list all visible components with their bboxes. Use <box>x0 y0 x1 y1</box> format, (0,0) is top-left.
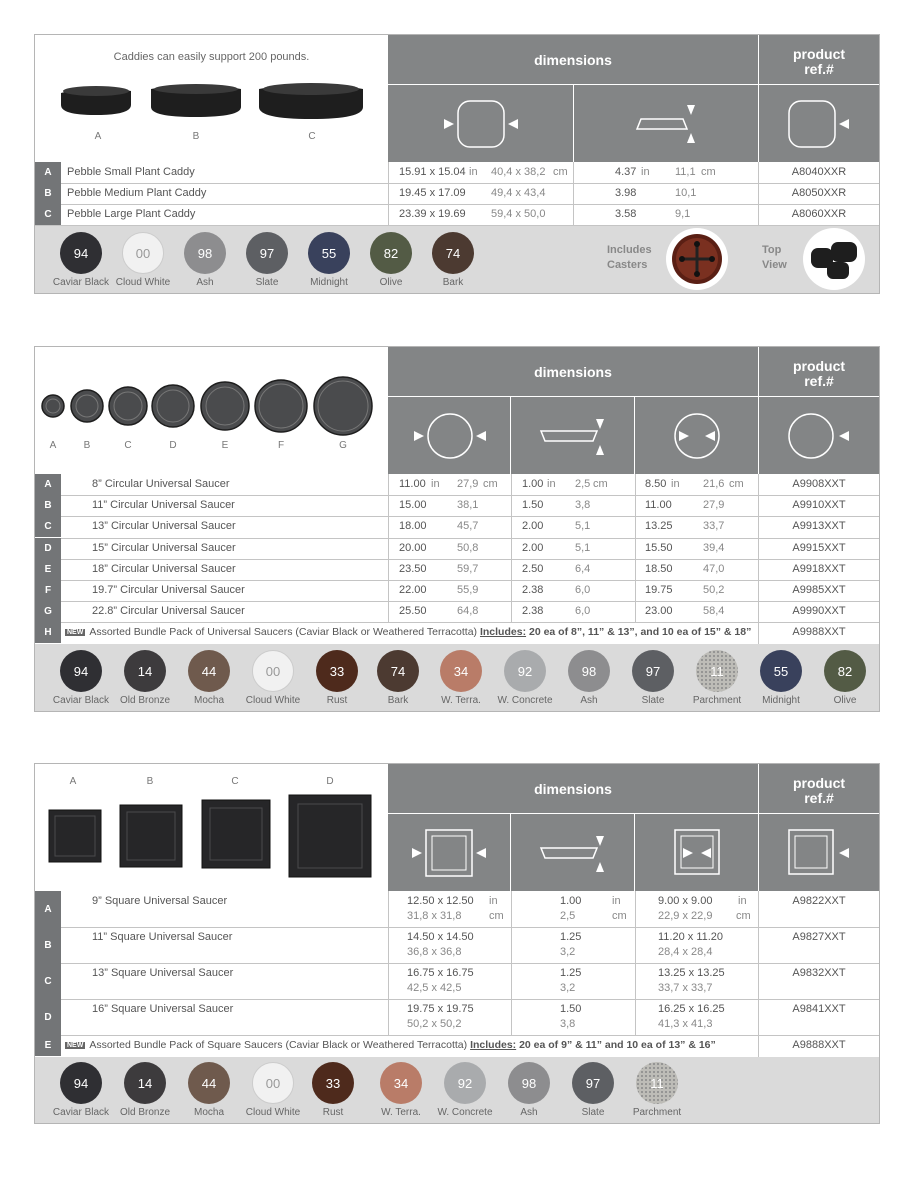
product-name: 11” Square Universal Saucer <box>92 931 233 943</box>
col-divider <box>511 474 512 622</box>
dia-cm: 45,7 <box>457 520 479 532</box>
includes-label: Includes: <box>479 626 527 638</box>
swatch-name: W. Terra. <box>381 1107 421 1118</box>
swatch-name: Ash <box>580 695 598 706</box>
row-divider <box>35 927 879 928</box>
product-name: 22.8” Circular Universal Saucer <box>92 605 245 617</box>
col-divider <box>388 162 389 225</box>
square-width-icon <box>388 814 510 892</box>
circular-color-strip <box>35 644 879 711</box>
inner-cm: 50,2 <box>703 584 725 596</box>
square-image-label-d: D <box>326 776 334 787</box>
swatch-name: Bark <box>387 695 409 706</box>
row-letter: A <box>35 162 61 183</box>
row-letter: D <box>35 538 61 559</box>
caddy-spec-table <box>34 34 880 294</box>
swatch-name: Ash <box>520 1107 538 1118</box>
casters-image-circle <box>666 228 728 290</box>
product-name: Pebble Medium Plant Caddy <box>67 187 207 199</box>
square-image-panel <box>35 764 388 891</box>
product-ref-title: product ref.# <box>792 775 846 806</box>
unit-cm: cm <box>483 478 498 490</box>
includes-text: 20 ea of 8”, 11” & 13”, and 10 ea of 15” & 18” <box>528 626 752 638</box>
product-ref: A9888XXT <box>792 1039 846 1051</box>
row-letter: A <box>35 891 61 927</box>
swatch-94: 94 <box>60 650 102 692</box>
dia-cm: 59,7 <box>457 563 479 575</box>
product-ref: A9990XXT <box>792 605 846 617</box>
size-in: 15.91 x 15.04 <box>399 166 466 178</box>
swatch-11: 11 <box>636 1062 678 1104</box>
dimensions-title: dimensions <box>534 364 612 380</box>
swatch-name: W. Terra. <box>441 695 481 706</box>
top-view-label: Top View <box>762 244 787 271</box>
unit-in: in <box>738 895 747 907</box>
product-name: 15” Circular Universal Saucer <box>92 542 236 554</box>
col-divider <box>388 474 389 622</box>
caddy-image-label-a: A <box>94 131 102 142</box>
inner-in: 13.25 <box>645 520 673 532</box>
product-name: 11” Circular Universal Saucer <box>92 499 235 511</box>
swatch-name: Midnight <box>310 277 348 288</box>
unit-in: in <box>612 895 621 907</box>
unit-cm: cm <box>701 166 716 178</box>
inner-in: 23.00 <box>645 605 673 617</box>
dimensions-title: dimensions <box>534 781 612 797</box>
size-cm: 31,8 x 31,8 <box>407 910 462 922</box>
circular-ref-header <box>759 347 879 474</box>
row-divider <box>35 580 879 581</box>
swatch-name: Slate <box>581 1107 605 1118</box>
row-letter: B <box>35 183 61 204</box>
col-divider <box>635 891 636 1035</box>
dia-cm: 55,9 <box>457 584 479 596</box>
row-divider <box>35 601 879 602</box>
height-in: 1.50 <box>522 499 544 511</box>
dia-in: 22.00 <box>399 584 427 596</box>
square-dimensions-header <box>388 764 758 891</box>
swatch-33: 33 <box>312 1062 354 1104</box>
product-ref: A9913XXT <box>792 520 846 532</box>
swatch-55: 55 <box>760 650 802 692</box>
col-divider <box>758 891 759 1057</box>
dia-in: 25.50 <box>399 605 427 617</box>
swatch-00: 00 <box>252 650 294 692</box>
swatch-name: Cloud White <box>245 695 301 706</box>
size-in: 16.75 x 16.75 <box>407 967 474 979</box>
inner-in: 8.50 <box>645 478 667 490</box>
col-divider <box>758 162 759 225</box>
unit-in: in <box>489 895 498 907</box>
product-ref-title: product ref.# <box>792 46 846 77</box>
product-name: 18” Circular Universal Saucer <box>92 563 236 575</box>
caddy-dimensions-header <box>388 35 758 162</box>
bundle-description <box>65 1039 716 1051</box>
bundle-description <box>65 626 751 638</box>
circular-spec-table <box>34 346 880 712</box>
dia-cm: 64,8 <box>457 605 479 617</box>
unit-cm: cm <box>593 478 608 490</box>
row-letter: A <box>35 474 61 495</box>
inner-cm: 33,7 x 33,7 <box>658 982 713 994</box>
height-in: 2.50 <box>522 563 544 575</box>
swatch-00: 00 <box>122 232 164 274</box>
swatch-name: Slate <box>641 695 665 706</box>
caster-base-image <box>666 228 728 290</box>
height-in: 1.00 <box>560 895 582 907</box>
swatch-74: 74 <box>432 232 474 274</box>
size-cm: 59,4 x 50,0 <box>491 208 546 220</box>
swatch-name: Caviar Black <box>52 277 110 288</box>
row-letter: E <box>35 1035 61 1056</box>
row-divider <box>35 495 879 496</box>
product-name: 19.7” Circular Universal Saucer <box>92 584 245 596</box>
height-cm: 3,2 <box>560 982 576 994</box>
unit-in: in <box>469 166 478 178</box>
inner-in: 15.50 <box>645 542 673 554</box>
square-saucer-images <box>35 790 388 890</box>
size-in: 14.50 x 14.50 <box>407 931 474 943</box>
height-cm: 5,1 <box>575 542 591 554</box>
col-divider <box>511 891 512 1035</box>
product-ref: A9841XXT <box>792 1003 846 1015</box>
circular-inner-diameter-icon <box>635 397 759 475</box>
swatch-11: 11 <box>696 650 738 692</box>
swatch-74: 74 <box>377 650 419 692</box>
product-ref: A9918XXT <box>792 563 846 575</box>
swatch-name: Ash <box>196 277 214 288</box>
inner-in: 11.00 <box>645 499 672 511</box>
ref-shape-icon <box>759 397 879 475</box>
unit-in: in <box>431 478 440 490</box>
size-in: 12.50 x 12.50 <box>407 895 474 907</box>
col-divider <box>388 891 389 1035</box>
col-divider <box>573 162 574 225</box>
swatch-name: W. Concrete <box>437 1107 493 1118</box>
product-ref-title: product ref.# <box>792 358 846 389</box>
height-in: 3.98 <box>615 187 637 199</box>
height-in: 4.37 <box>615 166 637 178</box>
unit-cm: cm <box>553 166 568 178</box>
product-name: Pebble Small Plant Caddy <box>67 166 195 178</box>
ref-shape-icon <box>759 814 879 892</box>
product-ref: A9832XXT <box>792 967 846 979</box>
swatch-name: Olive <box>379 277 403 288</box>
product-name: 16” Square Universal Saucer <box>92 1003 234 1015</box>
swatch-name: Parchment <box>692 695 742 706</box>
height-cm: 11,1 <box>675 166 696 178</box>
row-divider <box>35 538 879 539</box>
unit-cm: cm <box>489 910 504 922</box>
inner-cm: 28,4 x 28,4 <box>658 946 713 958</box>
inner-cm: 33,7 <box>703 520 725 532</box>
product-name: 13” Square Universal Saucer <box>92 967 234 979</box>
row-divider <box>35 516 879 517</box>
includes-casters-label: Includes Casters <box>607 244 652 271</box>
circular-image-label: C <box>124 440 132 451</box>
caddy-small-image <box>61 86 131 115</box>
bundle-text: Assorted Bundle Pack of Square Saucers (Caviar Black or Weathered Terracotta) <box>89 1039 468 1051</box>
swatch-name: Rust <box>322 1107 344 1118</box>
size-cm: 42,5 x 42,5 <box>407 982 462 994</box>
unit-cm: cm <box>612 910 627 922</box>
unit-cm: cm <box>729 478 744 490</box>
swatch-name: Rust <box>326 695 348 706</box>
circular-image-label: D <box>169 440 177 451</box>
square-color-strip <box>35 1057 879 1123</box>
includes-text: 20 ea of 9” & 11” and 10 ea of 13” & 16” <box>519 1039 716 1051</box>
swatch-98: 98 <box>568 650 610 692</box>
row-letter: H <box>35 622 61 643</box>
swatch-34: 34 <box>440 650 482 692</box>
includes-label: Includes: <box>470 1039 517 1051</box>
row-letter: E <box>35 559 61 580</box>
row-letter: B <box>35 495 61 516</box>
swatch-name: Parchment <box>632 1107 682 1118</box>
swatch-name: Cloud White <box>245 1107 301 1118</box>
dia-in: 18.00 <box>399 520 427 532</box>
dia-in: 20.00 <box>399 542 427 554</box>
swatch-name: Cloud White <box>115 277 171 288</box>
swatch-name: Midnight <box>762 695 800 706</box>
size-in: 19.45 x 17.09 <box>399 187 466 199</box>
product-name: Pebble Large Plant Caddy <box>67 208 196 220</box>
height-in: 3.58 <box>615 208 637 220</box>
circular-dimensions-header <box>388 347 758 474</box>
inner-in: 9.00 x 9.00 <box>658 895 713 907</box>
dia-in: 15.00 <box>399 499 427 511</box>
square-height-icon <box>511 814 635 892</box>
row-letter: G <box>35 601 61 622</box>
height-diagram-icon <box>573 85 758 163</box>
swatch-92: 92 <box>504 650 546 692</box>
height-in: 1.25 <box>560 931 582 943</box>
row-letter: B <box>35 927 61 963</box>
dia-cm: 38,1 <box>457 499 479 511</box>
row-letter: D <box>35 999 61 1035</box>
square-image-label-a: A <box>69 776 77 787</box>
inner-in: 13.25 x 13.25 <box>658 967 725 979</box>
swatch-97: 97 <box>246 232 288 274</box>
square-image-label-c: C <box>231 776 239 787</box>
row-divider <box>35 1035 879 1036</box>
circular-image-panel <box>35 347 388 474</box>
product-ref: A9910XXT <box>792 499 846 511</box>
height-cm: 10,1 <box>675 187 697 199</box>
swatch-44: 44 <box>188 650 230 692</box>
size-cm: 50,2 x 50,2 <box>407 1018 462 1030</box>
unit-cm: cm <box>736 910 751 922</box>
row-divider <box>35 183 879 184</box>
dia-in: 23.50 <box>399 563 427 575</box>
unit-in: in <box>641 166 650 178</box>
swatch-name: Mocha <box>193 695 224 706</box>
row-divider <box>35 204 879 205</box>
product-ref: A8040XXR <box>791 166 847 178</box>
circular-image-label: A <box>49 440 57 451</box>
row-divider <box>35 559 879 560</box>
height-in: 2.00 <box>522 520 544 532</box>
inner-cm: 22,9 x 22,9 <box>658 910 713 922</box>
height-cm: 6,0 <box>575 605 591 617</box>
height-cm: 9,1 <box>675 208 691 220</box>
product-ref: A9915XXT <box>792 542 846 554</box>
swatch-name: W. Concrete <box>497 695 553 706</box>
square-ref-header <box>759 764 879 891</box>
circular-diameter-icon <box>388 397 510 475</box>
swatch-98: 98 <box>184 232 226 274</box>
swatch-44: 44 <box>188 1062 230 1104</box>
swatch-14: 14 <box>124 1062 166 1104</box>
row-divider <box>35 999 879 1000</box>
width-diagram-icon <box>388 85 573 163</box>
circular-height-icon <box>511 397 635 475</box>
height-cm: 5,1 <box>575 520 591 532</box>
swatch-82: 82 <box>824 650 866 692</box>
swatch-name: Slate <box>255 277 279 288</box>
circular-image-label: B <box>83 440 91 451</box>
size-in: 23.39 x 19.69 <box>399 208 466 220</box>
swatch-33: 33 <box>316 650 358 692</box>
product-name: 13” Circular Universal Saucer <box>92 520 236 532</box>
height-cm: 3,8 <box>575 499 591 511</box>
swatch-name: Old Bronze <box>119 1107 171 1118</box>
row-letter: C <box>35 204 61 225</box>
height-in: 2.00 <box>522 542 544 554</box>
product-ref: A8060XXR <box>791 208 847 220</box>
inner-cm: 58,4 <box>703 605 725 617</box>
square-image-label-b: B <box>146 776 154 787</box>
circular-image-label: E <box>221 440 229 451</box>
dimensions-title: dimensions <box>534 52 612 68</box>
row-letter: C <box>35 963 61 999</box>
col-divider <box>635 474 636 622</box>
dia-in: 11.00 <box>399 478 426 490</box>
swatch-34: 34 <box>380 1062 422 1104</box>
size-cm: 49,4 x 43,4 <box>491 187 546 199</box>
square-inner-width-icon <box>635 814 759 892</box>
swatch-00: 00 <box>252 1062 294 1104</box>
product-ref: A9827XXT <box>792 931 846 943</box>
height-cm: 3,8 <box>560 1018 576 1030</box>
swatch-name: Olive <box>833 695 857 706</box>
height-cm: 3,2 <box>560 946 576 958</box>
product-name: 9” Square Universal Saucer <box>92 895 228 907</box>
height-cm: 2,5 <box>575 478 591 490</box>
swatch-name: Caviar Black <box>52 1107 110 1118</box>
inner-in: 18.50 <box>645 563 673 575</box>
caddy-color-strip <box>35 226 879 293</box>
product-ref: A9822XXT <box>792 895 846 907</box>
caddy-weight-note: Caddies can easily support 200 pounds. <box>113 51 310 63</box>
inner-cm: 39,4 <box>703 542 725 554</box>
height-cm: 6,4 <box>575 563 591 575</box>
top-view-image <box>803 228 865 290</box>
inner-cm: 21,6 <box>703 478 725 490</box>
swatch-14: 14 <box>124 650 166 692</box>
swatch-82: 82 <box>370 232 412 274</box>
inner-in: 11.20 x 11.20 <box>658 931 724 943</box>
swatch-name: Caviar Black <box>52 695 110 706</box>
swatch-92: 92 <box>444 1062 486 1104</box>
size-cm: 40,4 x 38,2 <box>491 166 546 178</box>
inner-in: 19.75 <box>645 584 673 596</box>
circular-image-label: F <box>277 440 285 451</box>
row-divider <box>35 963 879 964</box>
product-ref: A9988XXT <box>792 626 846 638</box>
size-in: 19.75 x 19.75 <box>407 1003 474 1015</box>
height-in: 1.25 <box>560 967 582 979</box>
swatch-name: Old Bronze <box>119 695 171 706</box>
height-in: 2.38 <box>522 584 544 596</box>
square-spec-table <box>34 763 880 1124</box>
col-divider <box>758 474 759 644</box>
product-name: 8” Circular Universal Saucer <box>92 478 230 490</box>
product-ref: A9985XXT <box>792 584 846 596</box>
height-in: 2.38 <box>522 605 544 617</box>
swatch-94: 94 <box>60 1062 102 1104</box>
height-cm: 6,0 <box>575 584 591 596</box>
caddy-medium-image <box>151 84 241 117</box>
swatch-97: 97 <box>572 1062 614 1104</box>
new-badge: NEW <box>67 1042 84 1049</box>
caddy-ref-header <box>759 35 879 162</box>
swatch-94: 94 <box>60 232 102 274</box>
caddy-large-image <box>259 83 363 119</box>
caddy-image-panel <box>35 35 388 162</box>
swatch-name: Mocha <box>193 1107 224 1118</box>
caddy-image-label-c: C <box>308 131 316 142</box>
unit-in: in <box>547 478 556 490</box>
caddy-image-label-b: B <box>192 131 200 142</box>
height-in: 1.00 <box>522 478 544 490</box>
circular-image-label: G <box>339 440 347 451</box>
unit-in: in <box>671 478 680 490</box>
inner-cm: 47,0 <box>703 563 725 575</box>
swatch-name: Bark <box>442 277 464 288</box>
inner-in: 16.25 x 16.25 <box>658 1003 725 1015</box>
swatch-98: 98 <box>508 1062 550 1104</box>
inner-cm: 41,3 x 41,3 <box>658 1018 713 1030</box>
inner-cm: 27,9 <box>703 499 725 511</box>
product-ref: A8050XXR <box>791 187 847 199</box>
dia-cm: 50,8 <box>457 542 479 554</box>
top-view-image-circle <box>803 228 865 290</box>
height-cm: 2,5 <box>560 910 576 922</box>
new-badge: NEW <box>67 629 84 636</box>
swatch-97: 97 <box>632 650 674 692</box>
dia-cm: 27,9 <box>457 478 479 490</box>
ref-shape-icon <box>759 85 879 163</box>
height-in: 1.50 <box>560 1003 582 1015</box>
product-ref: A9908XXT <box>792 478 846 490</box>
bundle-text: Assorted Bundle Pack of Universal Saucers (Caviar Black or Weathered Terracotta) <box>89 626 478 638</box>
row-divider <box>35 622 879 623</box>
row-letter: F <box>35 580 61 601</box>
row-letter: C <box>35 516 61 537</box>
size-cm: 36,8 x 36,8 <box>407 946 462 958</box>
swatch-55: 55 <box>308 232 350 274</box>
